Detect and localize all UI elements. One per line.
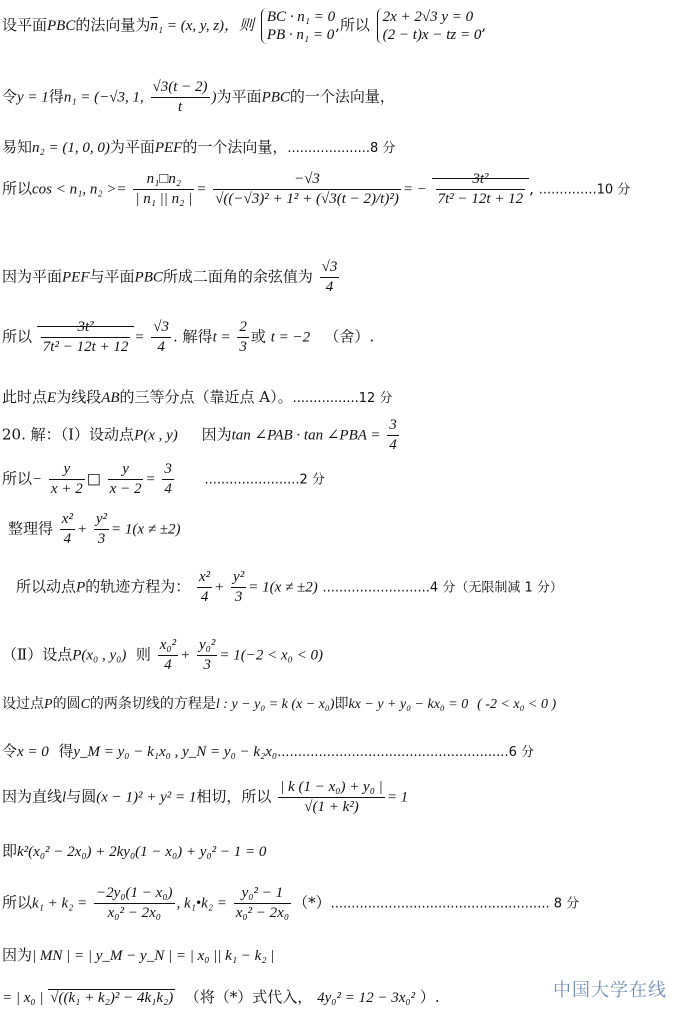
- fraction: [151, 318, 171, 357]
- score-marker: ....................8 分: [287, 141, 396, 156]
- fraction: [197, 636, 217, 675]
- line-simplify: [8, 510, 181, 549]
- math: E: [47, 390, 57, 406]
- text: 20. 解：（Ⅰ）设动点: [2, 425, 135, 444]
- math: = 1: [386, 789, 409, 806]
- fraction: [151, 78, 210, 117]
- text: 即: [334, 696, 349, 712]
- watermark-logo: 中国大学在线: [553, 980, 667, 1001]
- text: 即: [2, 842, 18, 860]
- fraction: [436, 170, 526, 209]
- text: 为平面: [109, 138, 155, 156]
- fraction: [231, 568, 246, 607]
- score-marker: ........................................................6 分: [277, 745, 534, 760]
- fraction: [133, 170, 194, 209]
- fraction: [197, 568, 212, 607]
- system-2: [377, 8, 482, 44]
- text: 的两条切线的方程是: [89, 696, 216, 712]
- denominator: 3: [203, 656, 211, 673]
- numerator: 2: [237, 318, 249, 338]
- score-marker: ..........................4 分（无限制减 1 分）: [322, 580, 563, 596]
- numerator: y²: [231, 568, 246, 588]
- math: C: [80, 697, 90, 712]
- numerator: y: [49, 460, 85, 480]
- fraction: [162, 460, 174, 499]
- math: x = 0: [17, 744, 49, 760]
- text: （*）: [293, 893, 331, 912]
- text: ）.: [419, 988, 440, 1006]
- line-intercepts: [2, 742, 534, 762]
- denominator: t: [177, 98, 183, 115]
- denominator: 7t² − 12t + 12: [42, 338, 129, 355]
- denominator: 4: [389, 436, 397, 453]
- math: = −: [402, 181, 427, 198]
- line-normal-vector-pef: [2, 138, 395, 158]
- math: l: [62, 789, 67, 806]
- line-solve-t: [2, 318, 374, 357]
- text: 因为直线: [2, 787, 63, 806]
- math: = 1(x ≠ ±2): [111, 521, 181, 538]
- text: ,: [481, 16, 487, 34]
- line-normal-vector-pbc: [2, 78, 395, 117]
- math: y_M = y₀ − k₁x₀ , y_N = y₀ − k₂x₀: [73, 744, 278, 760]
- math: =: [196, 181, 207, 198]
- math: = 1(−2 < x₀ < 0): [219, 647, 323, 664]
- text: （将（*）式代入，: [184, 988, 313, 1006]
- line-tangency: [2, 778, 408, 817]
- math: P: [76, 579, 86, 596]
- math: (x − 1)² + y² = 1: [96, 789, 197, 806]
- denominator: x + 2: [50, 480, 83, 497]
- text: 得: [58, 742, 74, 760]
- math: kx − y + y₀ − kx₀ = 0: [348, 697, 469, 712]
- math: √((k₁ + k₂)² − 4k₁k₂): [50, 990, 174, 1006]
- text: 为线段: [56, 388, 102, 406]
- score-marker: ..................................................... 8 分: [330, 896, 580, 912]
- fraction: [234, 884, 291, 923]
- denominator: x₀² − 2x₀: [107, 904, 161, 921]
- numerator: | k (1 − x₀) + y₀ |: [278, 778, 385, 798]
- fraction: [278, 778, 385, 817]
- text: 令: [2, 87, 18, 106]
- math: ( -2 < x₀ < 0 ): [477, 697, 557, 712]
- math: tan ∠PAB · tan ∠PBA =: [231, 427, 381, 444]
- numerator: 3: [387, 416, 399, 436]
- line-quadratic-k: [2, 842, 266, 862]
- text: （舍）.: [324, 327, 375, 346]
- math: +: [76, 521, 88, 538]
- numerator: √3: [151, 318, 171, 338]
- math: l : y − y₀ = k (x − x₀): [215, 697, 335, 712]
- denominator: 3: [97, 530, 106, 547]
- numerator: 3: [162, 460, 174, 480]
- numerator: n₁□n₂: [133, 170, 194, 190]
- text: 的一个法向量，: [182, 138, 288, 156]
- fraction: [49, 460, 85, 499]
- line-slope-product: [2, 460, 325, 499]
- denominator: 4: [200, 588, 209, 605]
- text: 令: [2, 742, 18, 760]
- line-mn-length: [2, 946, 274, 966]
- fraction: [94, 510, 109, 549]
- text: . 解得: [173, 327, 213, 346]
- math: | MN | = | y_M − y_N | = | x₀ || k₁ − k₂ |: [32, 948, 275, 964]
- text: 所成二面角的余弦值为: [162, 267, 313, 286]
- math: PBC: [47, 18, 76, 34]
- denominator: 4: [63, 530, 72, 547]
- numerator: 3t²: [41, 318, 131, 338]
- line-trajectory: [16, 568, 563, 607]
- denominator: 4: [157, 338, 165, 355]
- text: 为平面: [216, 87, 262, 106]
- denominator: √(1 + k²): [304, 798, 359, 815]
- denominator: 4: [164, 656, 172, 673]
- fraction: [213, 170, 401, 209]
- numerator: x₀²: [158, 636, 178, 656]
- score-marker: ..............10 分: [538, 182, 631, 198]
- math: +: [214, 579, 225, 596]
- text: 或: [250, 327, 266, 346]
- line-cosine: [2, 170, 630, 209]
- text: ,所以: [335, 16, 370, 34]
- math: PBC: [261, 89, 290, 106]
- system-1: [261, 8, 335, 44]
- fraction: [237, 318, 249, 357]
- text: 与平面: [89, 267, 135, 286]
- text: 相切，所以: [196, 787, 272, 806]
- denominator: 3: [239, 338, 247, 355]
- score-marker: ................12 分: [292, 391, 393, 406]
- denominator: √((−√3)² + 1² + (√3(t − 2)/t)²): [215, 190, 399, 207]
- text: 设平面: [2, 16, 48, 34]
- math: = 1(x ≠ ±2): [248, 579, 318, 596]
- text: 所以: [2, 893, 33, 912]
- fraction: [320, 258, 340, 297]
- math: k²(x₀² − 2x₀) + 2ky₀(1 − x₀) + y₀² − 1 = 0: [17, 844, 267, 860]
- text: 所以: [2, 179, 33, 198]
- text: 的三等分点（靠近点 A）。: [119, 388, 293, 406]
- numerator: 3t²: [436, 170, 526, 190]
- text: 的一个法向量，: [289, 87, 395, 106]
- denominator: 7t² − 12t + 12: [437, 190, 524, 207]
- text: 设过点: [2, 696, 44, 712]
- text: 得: [48, 87, 64, 106]
- denominator: | n₁ || n₂ |: [135, 190, 193, 207]
- text: 的轨迹方程为：: [85, 577, 191, 596]
- math: cos < n₁, n₂ >=: [32, 181, 127, 198]
- math: 4y₀² = 12 − 3x₀²: [317, 990, 416, 1006]
- math: +: [180, 647, 191, 664]
- line-point-e: [2, 388, 392, 408]
- math: t = −2: [270, 329, 311, 346]
- line-dihedral-cosine: [2, 258, 341, 297]
- eq: 2x + 2√3 y = 0: [382, 9, 474, 25]
- math: −: [32, 471, 43, 488]
- numerator: √3: [320, 258, 340, 278]
- denominator: x₀² − 2x₀: [235, 904, 290, 921]
- text: 此时点: [2, 388, 48, 406]
- text: 所以: [2, 327, 33, 346]
- math: ₁ = (x, y, z)，则: [157, 18, 255, 34]
- math: AB: [101, 390, 120, 406]
- numerator: y²: [94, 510, 109, 530]
- denominator: x − 2: [109, 480, 142, 497]
- text: 因为平面: [2, 267, 63, 286]
- math: PBC: [134, 269, 163, 286]
- line-normal-vector-setup: [2, 8, 486, 44]
- line-tangent-lines: [2, 696, 556, 714]
- fraction: [60, 510, 75, 549]
- text: □: [86, 469, 101, 488]
- fraction: [387, 416, 399, 455]
- math: n₁ = (−√3, 1,: [63, 89, 144, 106]
- score-marker: .......................2 分: [204, 472, 325, 488]
- text: 的圆: [52, 696, 81, 712]
- math: , k₁•k₂ =: [176, 895, 227, 912]
- text: 所以动点: [16, 577, 77, 596]
- fraction: [108, 460, 144, 499]
- denominator: 4: [164, 480, 172, 497]
- eq: BC · n₁ = 0: [266, 9, 336, 25]
- numerator: −√3: [213, 170, 401, 190]
- numerator: y₀²: [197, 636, 217, 656]
- denominator: 4: [325, 278, 334, 295]
- fraction: [41, 318, 131, 357]
- numerator: y: [108, 460, 144, 480]
- fraction: [94, 884, 174, 923]
- line-substitute: [2, 988, 440, 1008]
- denominator: 3: [234, 588, 243, 605]
- math: P: [44, 697, 53, 712]
- numerator: x²: [197, 568, 212, 588]
- text: 整理得: [8, 519, 54, 538]
- line-vieta: [2, 884, 579, 923]
- text: 因为: [201, 425, 232, 444]
- vector: $\overline{n}$: [150, 18, 158, 34]
- text: 所以: [2, 469, 33, 488]
- numerator: −2y₀(1 − x₀): [94, 884, 174, 904]
- math: PEF: [154, 140, 183, 156]
- line-part-2: [2, 636, 323, 675]
- numerator: y₀² − 1: [234, 884, 291, 904]
- math: PEF: [62, 269, 90, 286]
- math: P(x₀ , y₀): [72, 647, 127, 664]
- math: k₁ + k₂ =: [32, 895, 88, 912]
- text: 易知: [2, 138, 33, 156]
- eq: PB · n₁ = 0: [266, 27, 335, 43]
- math: ): [211, 89, 217, 106]
- math: y = 1: [17, 89, 49, 106]
- text: ,: [529, 179, 534, 198]
- text: 因为: [2, 946, 33, 964]
- math: P(x , y): [134, 427, 178, 444]
- math: n₂ = (1, 0, 0): [32, 140, 110, 156]
- line-problem-20: [2, 416, 401, 455]
- fraction: [158, 636, 178, 675]
- eq: (2 − t)x − tz = 0: [382, 27, 482, 43]
- text: 与圆: [66, 787, 97, 806]
- text: 则: [135, 645, 151, 664]
- text: 的法向量为: [75, 16, 151, 34]
- text: （Ⅱ）设点: [2, 645, 73, 664]
- math: t =: [212, 329, 231, 346]
- numerator: √3(t − 2): [151, 78, 210, 98]
- math: = | x₀ |: [2, 990, 44, 1006]
- numerator: x²: [60, 510, 75, 530]
- math: =: [134, 329, 145, 346]
- math: =: [145, 471, 156, 488]
